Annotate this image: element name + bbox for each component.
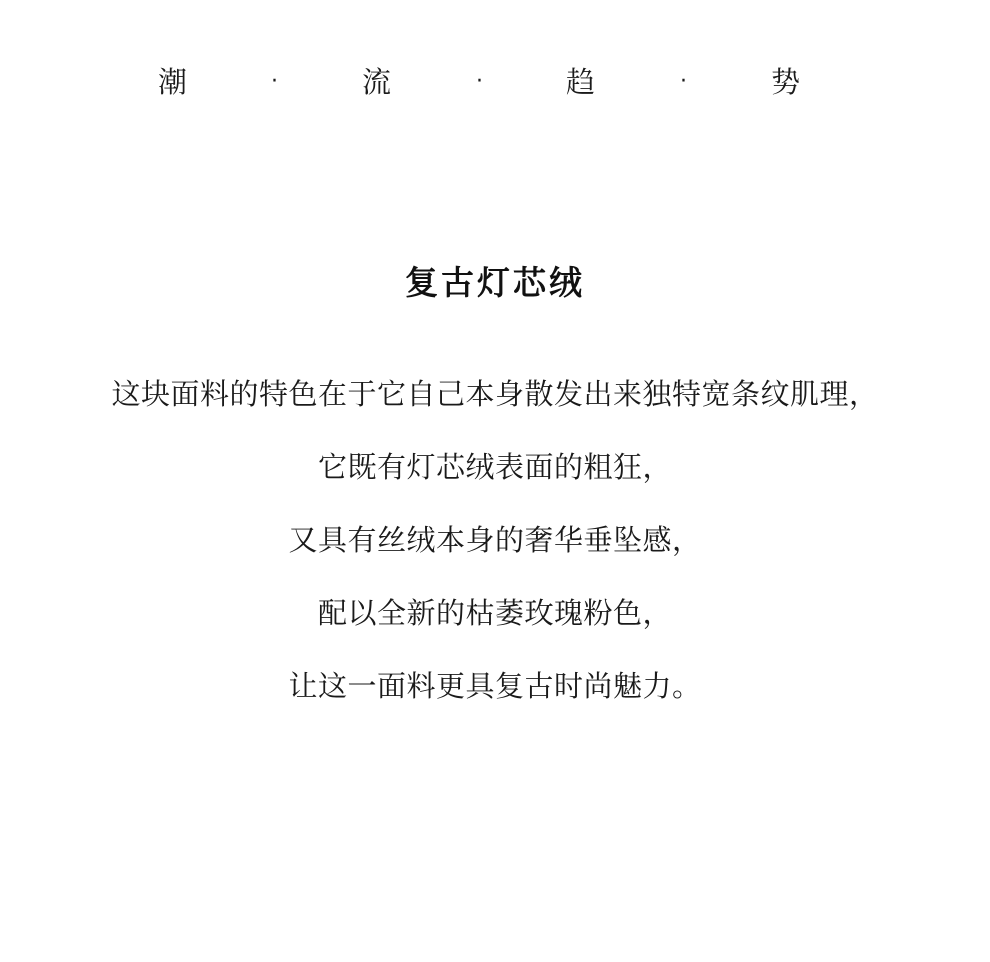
article-title: 复古灯芯绒 [405, 263, 585, 302]
header-char-4: 势 [771, 65, 801, 99]
body-line-5: 让这一面料更具复古时尚魅力。 [288, 669, 702, 703]
header-separator-3: · [680, 69, 687, 94]
body-line-4: 配以全新的枯萎玫瑰粉色， [317, 596, 672, 630]
header-char-1: 潮 [158, 65, 188, 99]
header-separator-2: · [476, 69, 483, 94]
header-char-2: 流 [362, 65, 392, 99]
header-char-3: 趋 [566, 65, 596, 99]
body-line-3: 又具有丝绒本身的奢华垂坠感， [288, 523, 702, 557]
article-body [0, 358, 990, 723]
body-line-2: 它既有灯芯绒表面的粗狂， [317, 450, 672, 484]
header-separator-1: · [271, 69, 278, 94]
section-header [0, 60, 990, 104]
body-line-1: 这块面料的特色在于它自己本身散发出来独特宽条纹肌理， [111, 377, 879, 411]
